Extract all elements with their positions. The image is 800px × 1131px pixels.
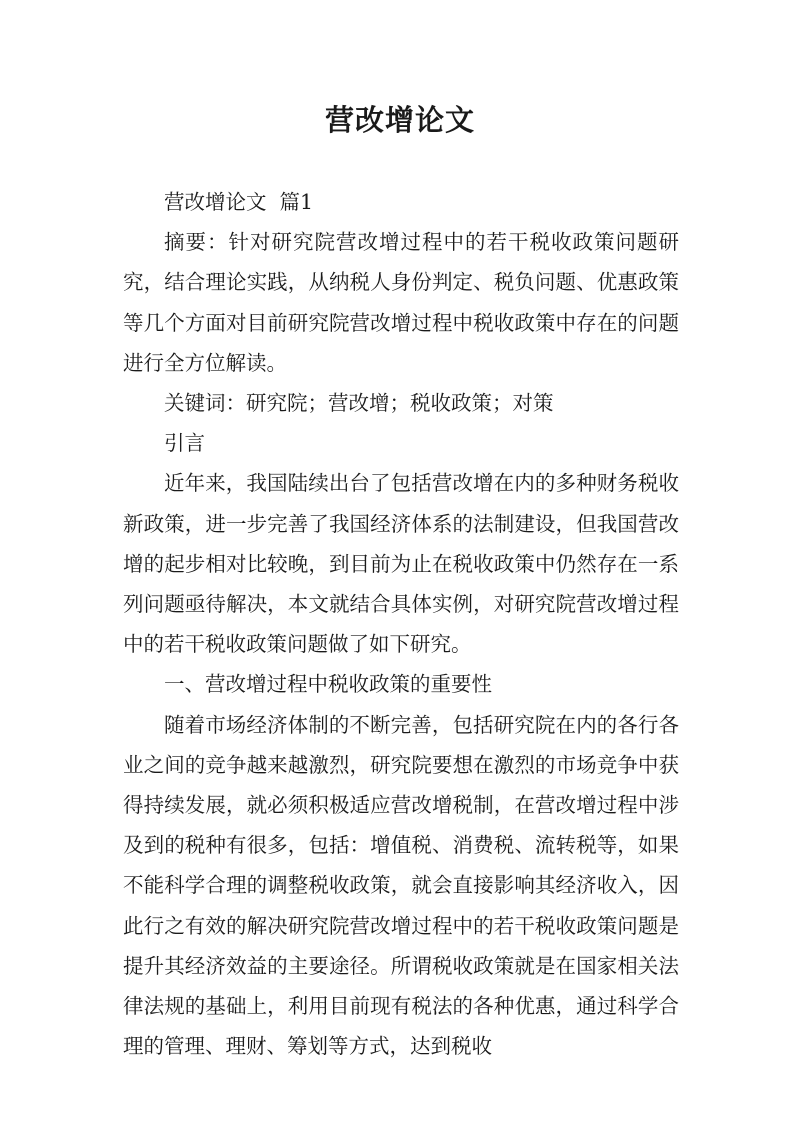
body-paragraph: 随着市场经济体制的不断完善，包括研究院在内的各行各业之间的竞争越来越激烈，研究院要想在激烈的市场竞争中获得持续发展，就必须积极适应营改增税制，在营改增过程中涉及到的税种有很多，包括：增值税、消费税、流转税等，如果不能科学合理的调整税收政策，就会直接影响其经济收入，因此行之有效的解决研究院营改增过程中的若干税收政策问题是提升其经济效益的主要途径。所谓税收政策就是在国家相关法律法规的基础上，利用目前现有税法的各种优惠，通过科学合理的管理、理财、筹划等方式，达到税收 <box>123 712 679 1059</box>
subsection-heading: 一、营改增过程中税收政策的重要性 <box>164 672 492 697</box>
document-title: 营改增论文 <box>324 103 475 137</box>
introduction-heading: 引言 <box>164 431 205 456</box>
keywords-paragraph: 关键词：研究院；营改增；税收政策；对策 <box>164 391 554 416</box>
abstract-paragraph: 摘要：针对研究院营改增过程中的若干税收政策问题研究，结合理论实践，从纳税人身份判定、税负问题、优惠政策等几个方面对目前研究院营改增过程中税收政策中存在的问题进行全方位解读。 <box>123 230 679 375</box>
document-body <box>123 182 679 1066</box>
introduction-paragraph: 近年来，我国陆续出台了包括营改增在内的多种财务税收新政策，进一步完善了我国经济体系的法制建设，但我国营改增的起步相对比较晚，到目前为止在税收政策中仍然存在一系列问题亟待解决，本文就结合具体实例，对研究院营改增过程中的若干税收政策问题做了如下研究。 <box>123 471 679 657</box>
section-heading: 营改增论文 篇1 <box>164 190 314 214</box>
